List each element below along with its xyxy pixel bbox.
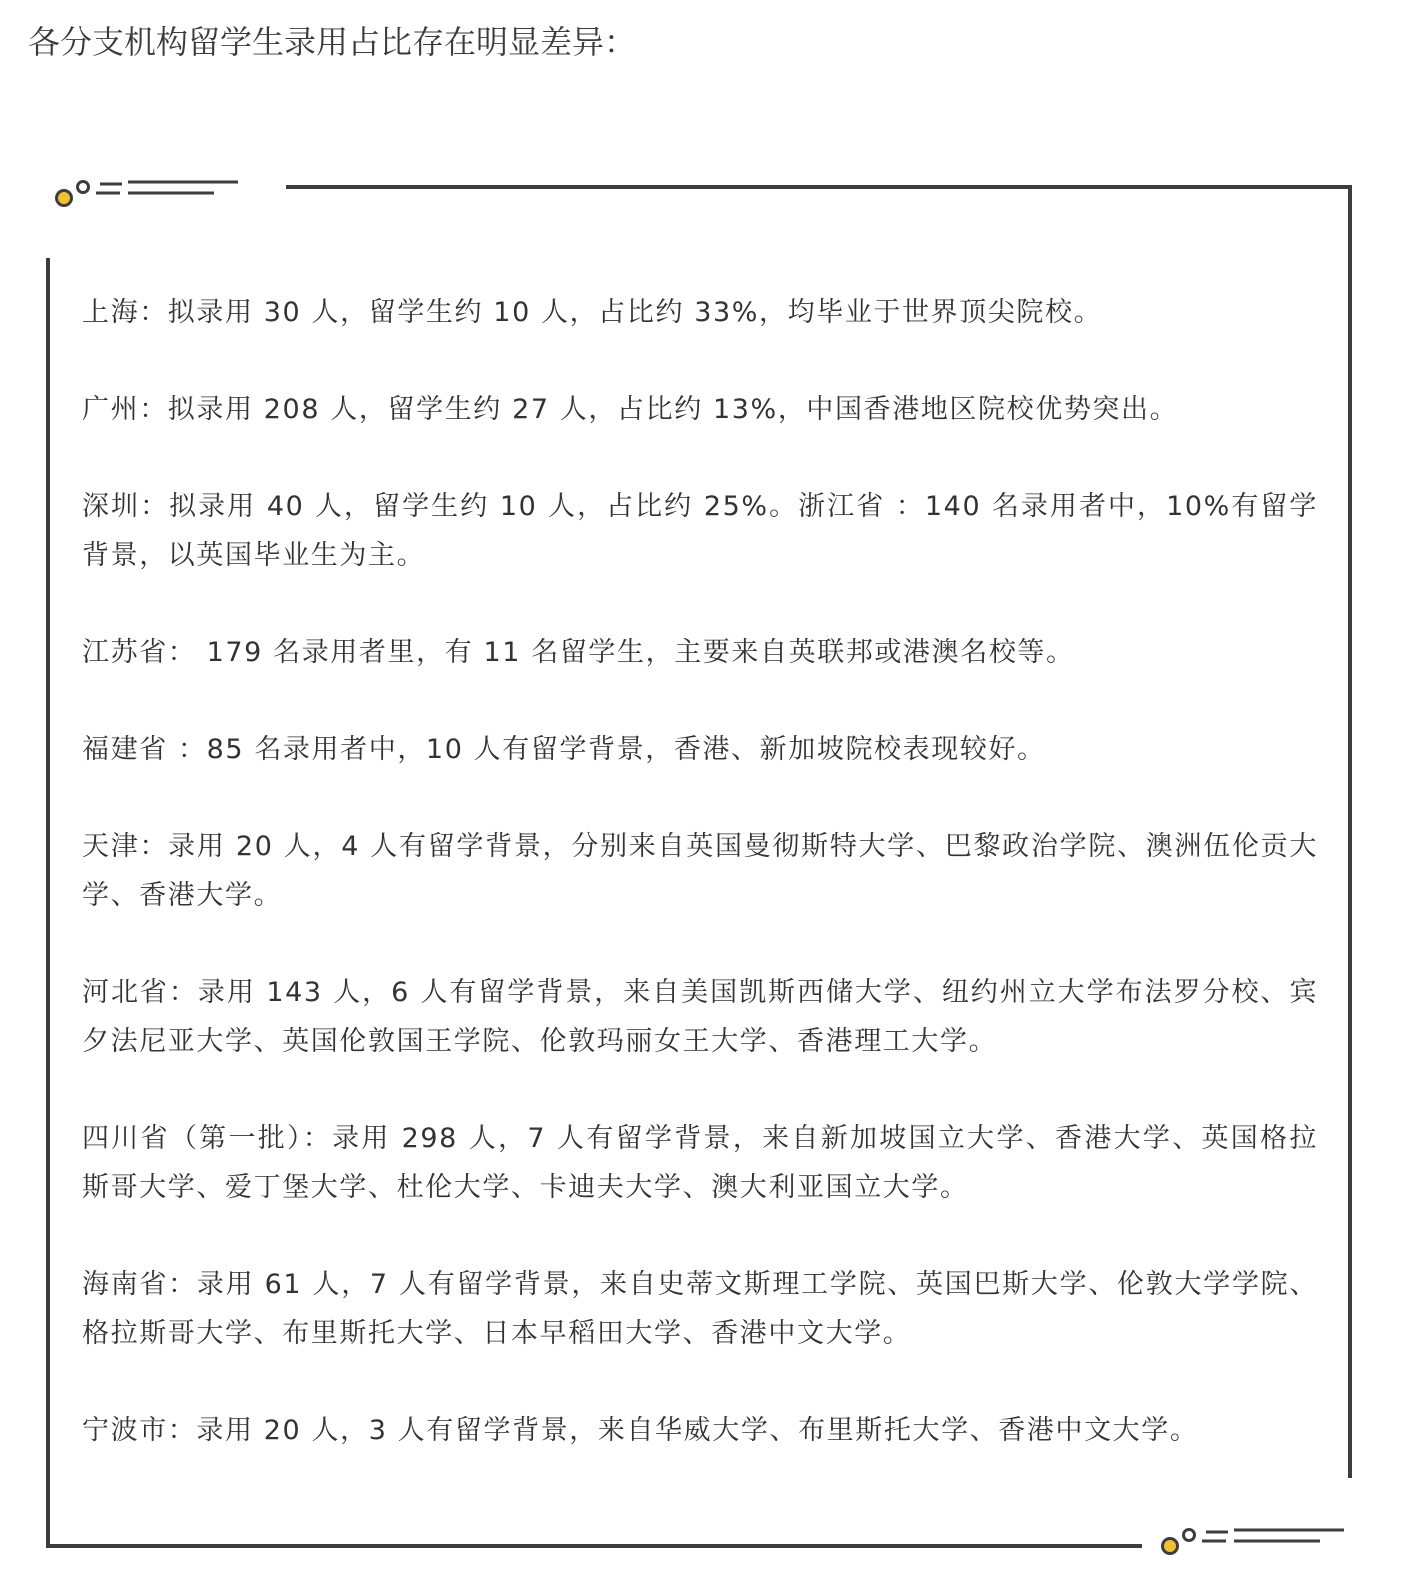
entry-guangzhou: 广州：拟录用 208 人，留学生约 27 人，占比约 13%，中国香港地区院校优势突出。 [82, 394, 1179, 425]
entries-list [82, 288, 1318, 1503]
entry-hainan: 海南省：录用 61 人，7 人有留学背景，来自史蒂文斯理工学院、英国巴斯大学、伦敦大学学院、格拉斯哥大学、布里斯托大学、日本早稻田大学、香港中文大学。 [82, 1269, 1318, 1349]
entry-shenzhen-zhejiang: 深圳：拟录用 40 人，留学生约 10 人，占比约 25%。浙江省 ：140 名录用者中，10%有留学背景，以英国毕业生为主。 [82, 491, 1318, 571]
frame-top-border [286, 185, 1352, 189]
entry-tianjin: 天津：录用 20 人，4 人有留学背景，分别来自英国曼彻斯特大学、巴黎政治学院、澳洲伍伦贡大学、香港大学。 [82, 831, 1318, 911]
dots-lines-ornament-icon [50, 176, 250, 212]
frame-left-border [46, 258, 50, 1548]
entry-sichuan: 四川省（第一批）：录用 298 人，7 人有留学背景，来自新加坡国立大学、香港大学、英国格拉斯哥大学、爱丁堡大学、杜伦大学、卡迪夫大学、澳大利亚国立大学。 [82, 1123, 1318, 1203]
intro-heading: 各分支机构留学生录用占比存在明显差异： [28, 23, 637, 61]
entry-shanghai: 上海：拟录用 30 人，留学生约 10 人，占比约 33%，均毕业于世界顶尖院校。 [82, 297, 1103, 328]
entry-hebei: 河北省：录用 143 人，6 人有留学背景，来自美国凯斯西储大学、纽约州立大学布法罗分校、宾夕法尼亚大学、英国伦敦国王学院、伦敦玛丽女王大学、香港理工大学。 [82, 977, 1318, 1057]
entry-jiangsu: 江苏省： 179 名录用者里，有 11 名留学生，主要来自英联邦或港澳名校等。 [82, 637, 1075, 668]
frame-right-border [1348, 185, 1352, 1478]
frame-bottom-border [46, 1544, 1142, 1548]
entry-fujian: 福建省 ：85 名录用者中，10 人有留学背景，香港、新加坡院校表现较好。 [82, 734, 1046, 765]
dots-lines-ornament-icon [1156, 1524, 1356, 1560]
entry-ningbo: 宁波市：录用 20 人，3 人有留学背景，来自华威大学、布里斯托大学、香港中文大学。 [82, 1415, 1199, 1446]
